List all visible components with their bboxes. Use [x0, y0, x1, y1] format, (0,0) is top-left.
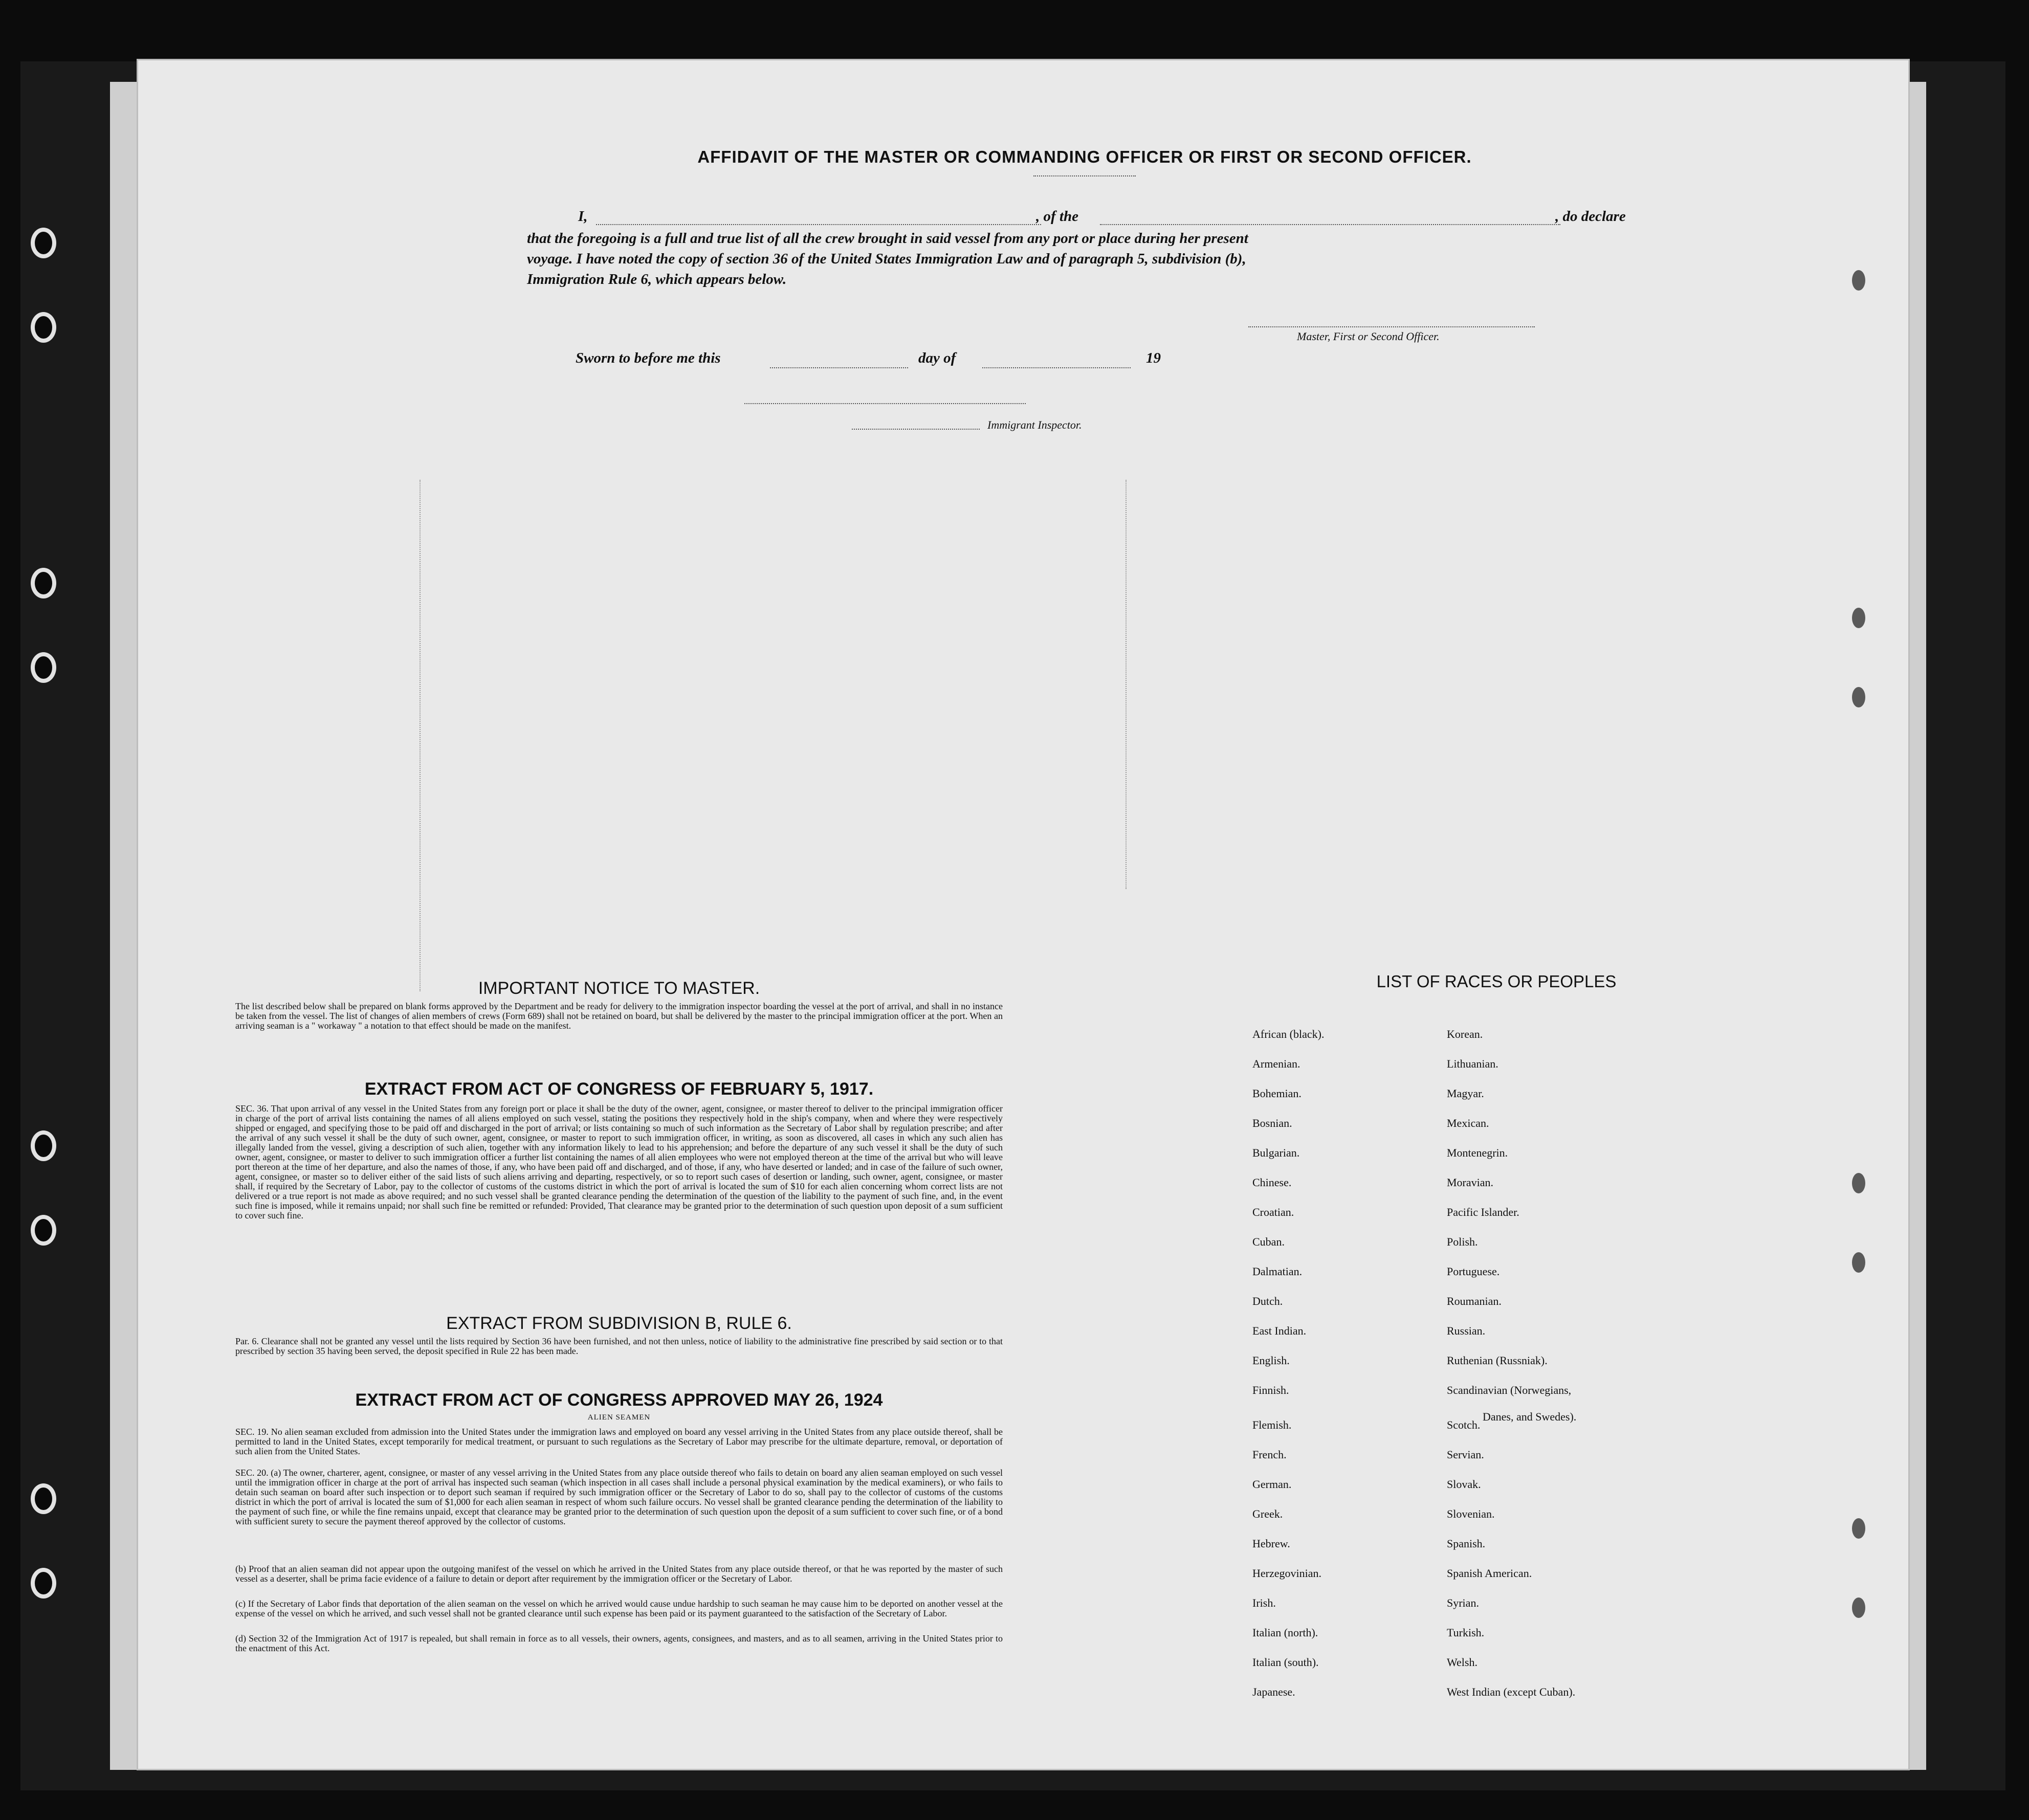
race-item: Pacific Islander. — [1447, 1206, 1519, 1218]
race-item: Moravian. — [1447, 1176, 1494, 1189]
column-guide — [1126, 480, 1128, 889]
race-item: Cuban. — [1252, 1235, 1285, 1248]
extract-1924-sec19: SEC. 19. No alien seaman excluded from admission into the United States under the immigration laws and employed on board any vessel arriving in the United States from any place outside thereof, shall be permitted to land in the United States, except temporarily for medical treatment, or pursuant to such regulations as the Secretary of Labor may prescribe for the ultimate departure, removal, or deportation of such alien from the United States. — [235, 1427, 1003, 1456]
race-item: Lithuanian. — [1447, 1057, 1498, 1070]
sworn-label: Sworn to before me this — [576, 350, 721, 366]
race-item: Croatian. — [1252, 1206, 1294, 1218]
binder-hole — [31, 312, 56, 343]
race-item: Dalmatian. — [1252, 1265, 1303, 1278]
inspector-caption: Immigrant Inspector. — [987, 418, 1082, 431]
race-item: Hebrew. — [1252, 1537, 1290, 1550]
year-label: 19 — [1146, 350, 1161, 366]
extract-rule6-text: Par. 6. Clearance shall not be granted any vessel until the lists required by Section 36 have been furnished, and not then unless, notice of liability to the administrative fine prescribed by said section or to that prescribed by section 35 having been served, the deposit specified in Rule 22 has been made. — [235, 1336, 1003, 1356]
page-hole — [1852, 1252, 1865, 1273]
notice-title: IMPORTANT NOTICE TO MASTER. — [478, 979, 760, 998]
race-item: East Indian. — [1252, 1324, 1307, 1337]
page-hole — [1852, 1518, 1865, 1539]
race-item: Servian. — [1447, 1448, 1484, 1461]
race-item: Turkish. — [1447, 1626, 1485, 1639]
affidavit-line-3: voyage. I have noted the copy of section 36 of the United States Immigration Law and of paragraph 5, subdivision (b), — [527, 251, 1246, 267]
extract-1924-sec20c: (c) If the Secretary of Labor finds that deportation of the alien seaman on the vessel on which he arrived would cause undue hardship to such seaman he may cause him to be deported on another vessel at the expense of the vessel on which he arrived, and such vessel shall not be granted clearance until such expense has been paid or its payment guaranteed to the satisfaction of the Secretary of Labor. — [235, 1599, 1003, 1618]
race-item: French. — [1252, 1448, 1287, 1461]
extract-1917-title: EXTRACT FROM ACT OF CONGRESS OF FEBRUARY 5, 1917. — [364, 1079, 874, 1099]
binder-hole — [31, 568, 56, 598]
race-item: Polish. — [1447, 1235, 1478, 1248]
race-item: Slovak. — [1447, 1478, 1481, 1491]
race-item: Korean. — [1447, 1028, 1483, 1040]
affidavit-line-4: Immigration Rule 6, which appears below. — [527, 271, 787, 287]
race-item: Spanish American. — [1447, 1567, 1532, 1580]
race-item: German. — [1252, 1478, 1292, 1491]
page-hole — [1852, 687, 1865, 707]
race-item: Bosnian. — [1252, 1117, 1292, 1129]
race-item: Irish. — [1252, 1596, 1276, 1609]
race-item: African (black). — [1252, 1028, 1325, 1040]
race-item: Dutch. — [1252, 1295, 1283, 1307]
notice-text: The list described below shall be prepared on blank forms approved by the Department and be ready for delivery to the immigration inspector boarding the vessel at the port of arrival, and shall in no instance be taken from the vessel. The list of changes of alien members of crews (Form 689) shall not be retained on board, but shall be delivered by the master to the principal immigration officer at the port. When an arriving seaman is a " workaway " a notation to that effect should be made on the manifest. — [235, 1001, 1003, 1031]
extract-1924-sec20d: (d) Section 32 of the Immigration Act of 1917 is repealed, but shall remain in force as to all vessels, their owners, agents, consignees, and masters, and as to all seamen, arriving in the United States prior to the enactment of this Act. — [235, 1633, 1003, 1653]
races-title: LIST OF RACES OR PEOPLES — [1376, 972, 1617, 991]
extract-1924-title: EXTRACT FROM ACT OF CONGRESS APPROVED MAY 26, 1924 — [355, 1390, 883, 1410]
race-item: Bohemian. — [1252, 1087, 1302, 1100]
race-item: Montenegrin. — [1447, 1146, 1508, 1159]
race-item: Mexican. — [1447, 1117, 1489, 1129]
race-item: Finnish. — [1252, 1384, 1289, 1396]
race-item: Scandinavian (Norwegians, — [1447, 1384, 1572, 1396]
binder-hole — [31, 228, 56, 258]
race-item: Flemish. — [1252, 1418, 1292, 1431]
binder-hole — [31, 1483, 56, 1514]
race-item: Chinese. — [1252, 1176, 1292, 1189]
page-hole — [1852, 608, 1865, 628]
race-item: Italian (south). — [1252, 1656, 1319, 1669]
race-item: Ruthenian (Russniak). — [1447, 1354, 1548, 1367]
affidavit-title: AFFIDAVIT OF THE MASTER OR COMMANDING OFFICER OR FIRST OR SECOND OFFICER. — [697, 147, 1472, 166]
inspector-blank — [744, 403, 1026, 404]
race-item: Portuguese. — [1447, 1265, 1500, 1278]
inspector-blank-2 — [852, 429, 980, 430]
affidavit-line-2: that the foregoing is a full and true list of all the crew brought in said vessel from any port or place during her present — [527, 230, 1248, 247]
signature-blank — [1248, 326, 1535, 327]
extract-rule6-title: EXTRACT FROM SUBDIVISION B, RULE 6. — [446, 1314, 792, 1333]
race-item: Scotch. — [1447, 1418, 1481, 1431]
race-item: Bulgarian. — [1252, 1146, 1300, 1159]
day-of-label: day of — [918, 350, 956, 366]
affidavit-i-label: I, — [578, 208, 588, 225]
page-hole — [1852, 1173, 1865, 1193]
manifest-page — [138, 60, 1908, 1769]
binder-hole — [31, 1215, 56, 1246]
race-item: Italian (north). — [1252, 1626, 1318, 1639]
title-underline — [1033, 175, 1136, 176]
binder-hole — [31, 1568, 56, 1599]
binder-hole — [31, 652, 56, 683]
binder-hole — [31, 1130, 56, 1161]
vessel-blank — [1100, 224, 1560, 225]
column-guide — [420, 480, 422, 991]
page-hole — [1852, 270, 1865, 291]
extract-1917-text: SEC. 36. That upon arrival of any vessel in the United States from any foreign port or place it shall be the duty of the owner, agent, consignee, or master thereof to deliver to the principal immigration officer in charge of the port of arrival lists containing the names of all aliens employed on such vessel, stating the positions they respectively hold in the ship's company, when and where they were respectively shipped or engaged, and specifying those to be paid off and discharged in the port of arrival; or lists containing so much of such information as the Secretary of Labor shall by regulation prescribe; and after the arrival of any such vessel it shall be the duty of such owner, agent, consignee, or master to report to such immigration officer, in writing, as soon as discovered, all cases in which any such alien has illegally landed from the vessel, giving a description of such alien, together with any information likely to lead to his apprehension; and before the departure of any such vessel it shall be the duty of such owner, agent, consignee, or master to deliver to such immigration officer a further list containing the names of all alien employees who were not employed thereon at the time of the arrival but who will leave port thereon at the time of her departure, and also the names of those, if any, who have been paid off and discharged, and of those, if any, who have deserted or landed; and in case of the failure of such owner, agent, consignee, or master so to deliver either of the said lists of such aliens arriving and departing, respectively, or so to report such cases of desertion or landing, such owner, agent, consignee, or master shall, if required by the Secretary of Labor, pay to the collector of customs of the customs district in which the port of arrival is located the sum of $10 for each alien concerning whom correct lists are not delivered or a true report is not made as above required; and no such vessel shall be granted clearance pending the determination of the question of the liability to the payment of such fine, and, in the event such fine is imposed, while it remains unpaid; nor shall such fine be remitted or refunded: Provided, That clearance may be granted prior to the determination of such question upon deposit of a sum sufficient to cover such fine. — [235, 1103, 1003, 1220]
race-item: Slovenian. — [1447, 1507, 1495, 1520]
name-blank — [596, 224, 1041, 225]
race-item: West Indian (except Cuban). — [1447, 1685, 1576, 1698]
extract-1924-sec20a: SEC. 20. (a) The owner, charterer, agent, consignee, or master of any vessel arriving in the United States from any place outside thereof who fails to detain on board any alien seaman employed on such vessel until the immigration officer in charge at the port of arrival has inspected such seaman (which inspection in all cases shall include a personal physical examination by the medical examiners), or who fails to detain such seaman on board after such inspection or to deport such seaman if required by such immigration officer or the Secretary of Labor to do so, shall pay to the collector of customs of the customs district in which the port of arrival is located the sum of $1,000 for each alien seaman in respect of whom such failure occurs. No vessel shall be granted clearance pending the determination of the liability to the payment of such fine, or while the fine remains unpaid, except that clearance may be granted prior to the determination of such question upon the deposit of a sum sufficient to cover such fine, or of a bond with sufficient surety to secure the payment thereof approved by the collector of customs. — [235, 1468, 1003, 1526]
race-item: Welsh. — [1447, 1656, 1477, 1669]
race-item: Russian. — [1447, 1324, 1486, 1337]
affidavit-of-the-label: , of the — [1036, 208, 1078, 225]
sworn-day-blank — [770, 367, 908, 368]
race-item: Syrian. — [1447, 1596, 1479, 1609]
sworn-month-blank — [982, 367, 1131, 368]
affidavit-declare-label: , do declare — [1555, 208, 1626, 225]
race-item: Armenian. — [1252, 1057, 1300, 1070]
extract-1924-subtitle: ALIEN SEAMEN — [587, 1413, 651, 1422]
race-item: Greek. — [1252, 1507, 1283, 1520]
extract-1924-sec20b: (b) Proof that an alien seaman did not appear upon the outgoing manifest of the vessel on which he arrived in the United States from any place outside thereof, or that he was reported by the master of such vessel as a deserter, shall be prima facie evidence of a failure to detain or deport after requirement by the immigration officer or the Secretary of Labor. — [235, 1564, 1003, 1584]
page-hole — [1852, 1597, 1865, 1618]
race-item: Magyar. — [1447, 1087, 1484, 1100]
signature-caption: Master, First or Second Officer. — [1297, 330, 1440, 343]
race-item: Japanese. — [1252, 1685, 1295, 1698]
race-item: Roumanian. — [1447, 1295, 1502, 1307]
race-item: English. — [1252, 1354, 1290, 1367]
race-item: Spanish. — [1447, 1537, 1486, 1550]
race-item: Herzegovinian. — [1252, 1567, 1321, 1580]
race-item-continuation: Danes, and Swedes). — [1483, 1410, 1577, 1423]
